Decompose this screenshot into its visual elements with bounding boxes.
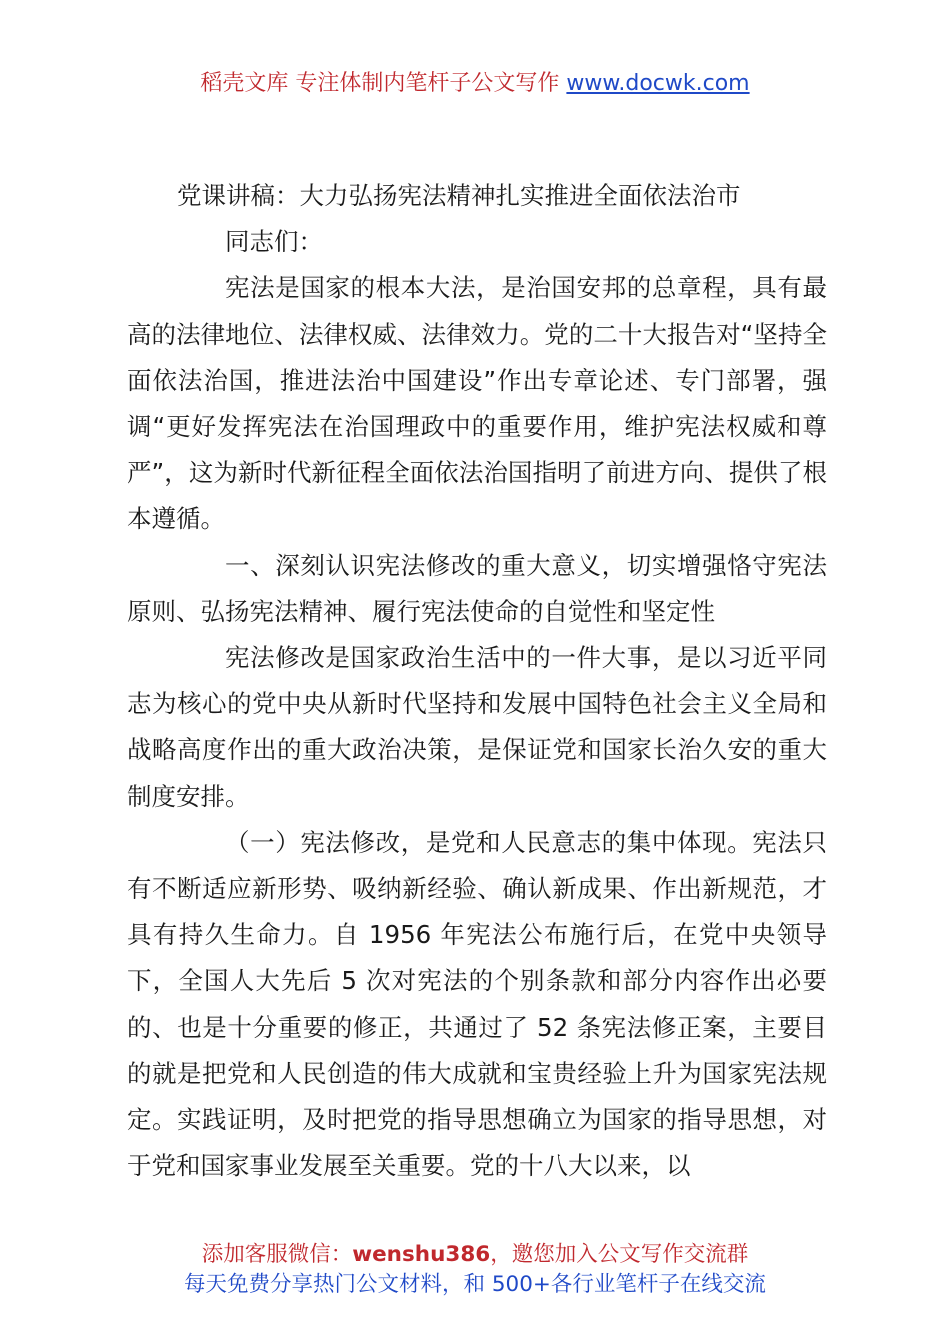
footer-promo-line: 每天免费分享热门公文材料，和 500+各行业笔杆子在线交流 [184, 1272, 766, 1297]
footer-contact-line [0, 1240, 950, 1270]
paragraph: 宪法是国家的根本大法，是治国安邦的总章程，具有最高的法律地位、法律权威、法律效力。党的二十大报告对“坚持全面依法治国，推进法治中国建设”作出专章论述、专门部署，强调“更好发挥宪法在治国理政中的重要作用，维护宪法权威和尊严”，这为新时代新征程全面依法治国指明了前进方向、提供了根本遵循。 [127, 273, 827, 534]
paragraph: 宪法修改是国家政治生活中的一件大事，是以习近平同志为核心的党中央从新时代坚持和发展中国特色社会主义全局和战略高度作出的重大政治决策，是保证党和国家长治久安的重大制度安排。 [127, 643, 827, 811]
wechat-id: wenshu386 [352, 1242, 491, 1267]
paragraph: （一）宪法修改，是党和人民意志的集中体现。宪法只有不断适应新形势、吸纳新经验、确认新成果、作出新规范，才具有持久生命力。自 1956 年宪法公布施行后，在党中央领导下，全国人大先后 5 次对宪法的个别条款和部分内容作出必要的、也是十分重要的修正，共通过了 52 条宪法修正案，主要目的就是把党和人民创造的伟大成就和宝贵经验上升为国家宪法规定。实践证明，及时把党的指导思想确立为国家的指导思想，对于党和国家事业发展至关重要。党的十八大以来，以 [127, 827, 827, 1181]
footer-suffix: ，邀您加入公文写作交流群 [490, 1242, 749, 1267]
footer-prefix: 添加客服微信： [201, 1242, 353, 1267]
section-heading: 一、深刻认识宪法修改的重大意义，切实增强恪守宪法原则、弘扬宪法精神、履行宪法使命的自觉性和坚定性 [127, 550, 827, 626]
document-title: 党课讲稿：大力弘扬宪法精神扎实推进全面依法治市 [177, 181, 741, 210]
header-text: 稻壳文库 专注体制内笔杆子公文写作 [200, 71, 567, 96]
salutation: 同志们： [225, 227, 323, 257]
header-url-link[interactable]: www.docwk.com [566, 71, 750, 96]
page-header [0, 68, 950, 100]
document-body [127, 173, 827, 1189]
page-footer [0, 1240, 950, 1300]
